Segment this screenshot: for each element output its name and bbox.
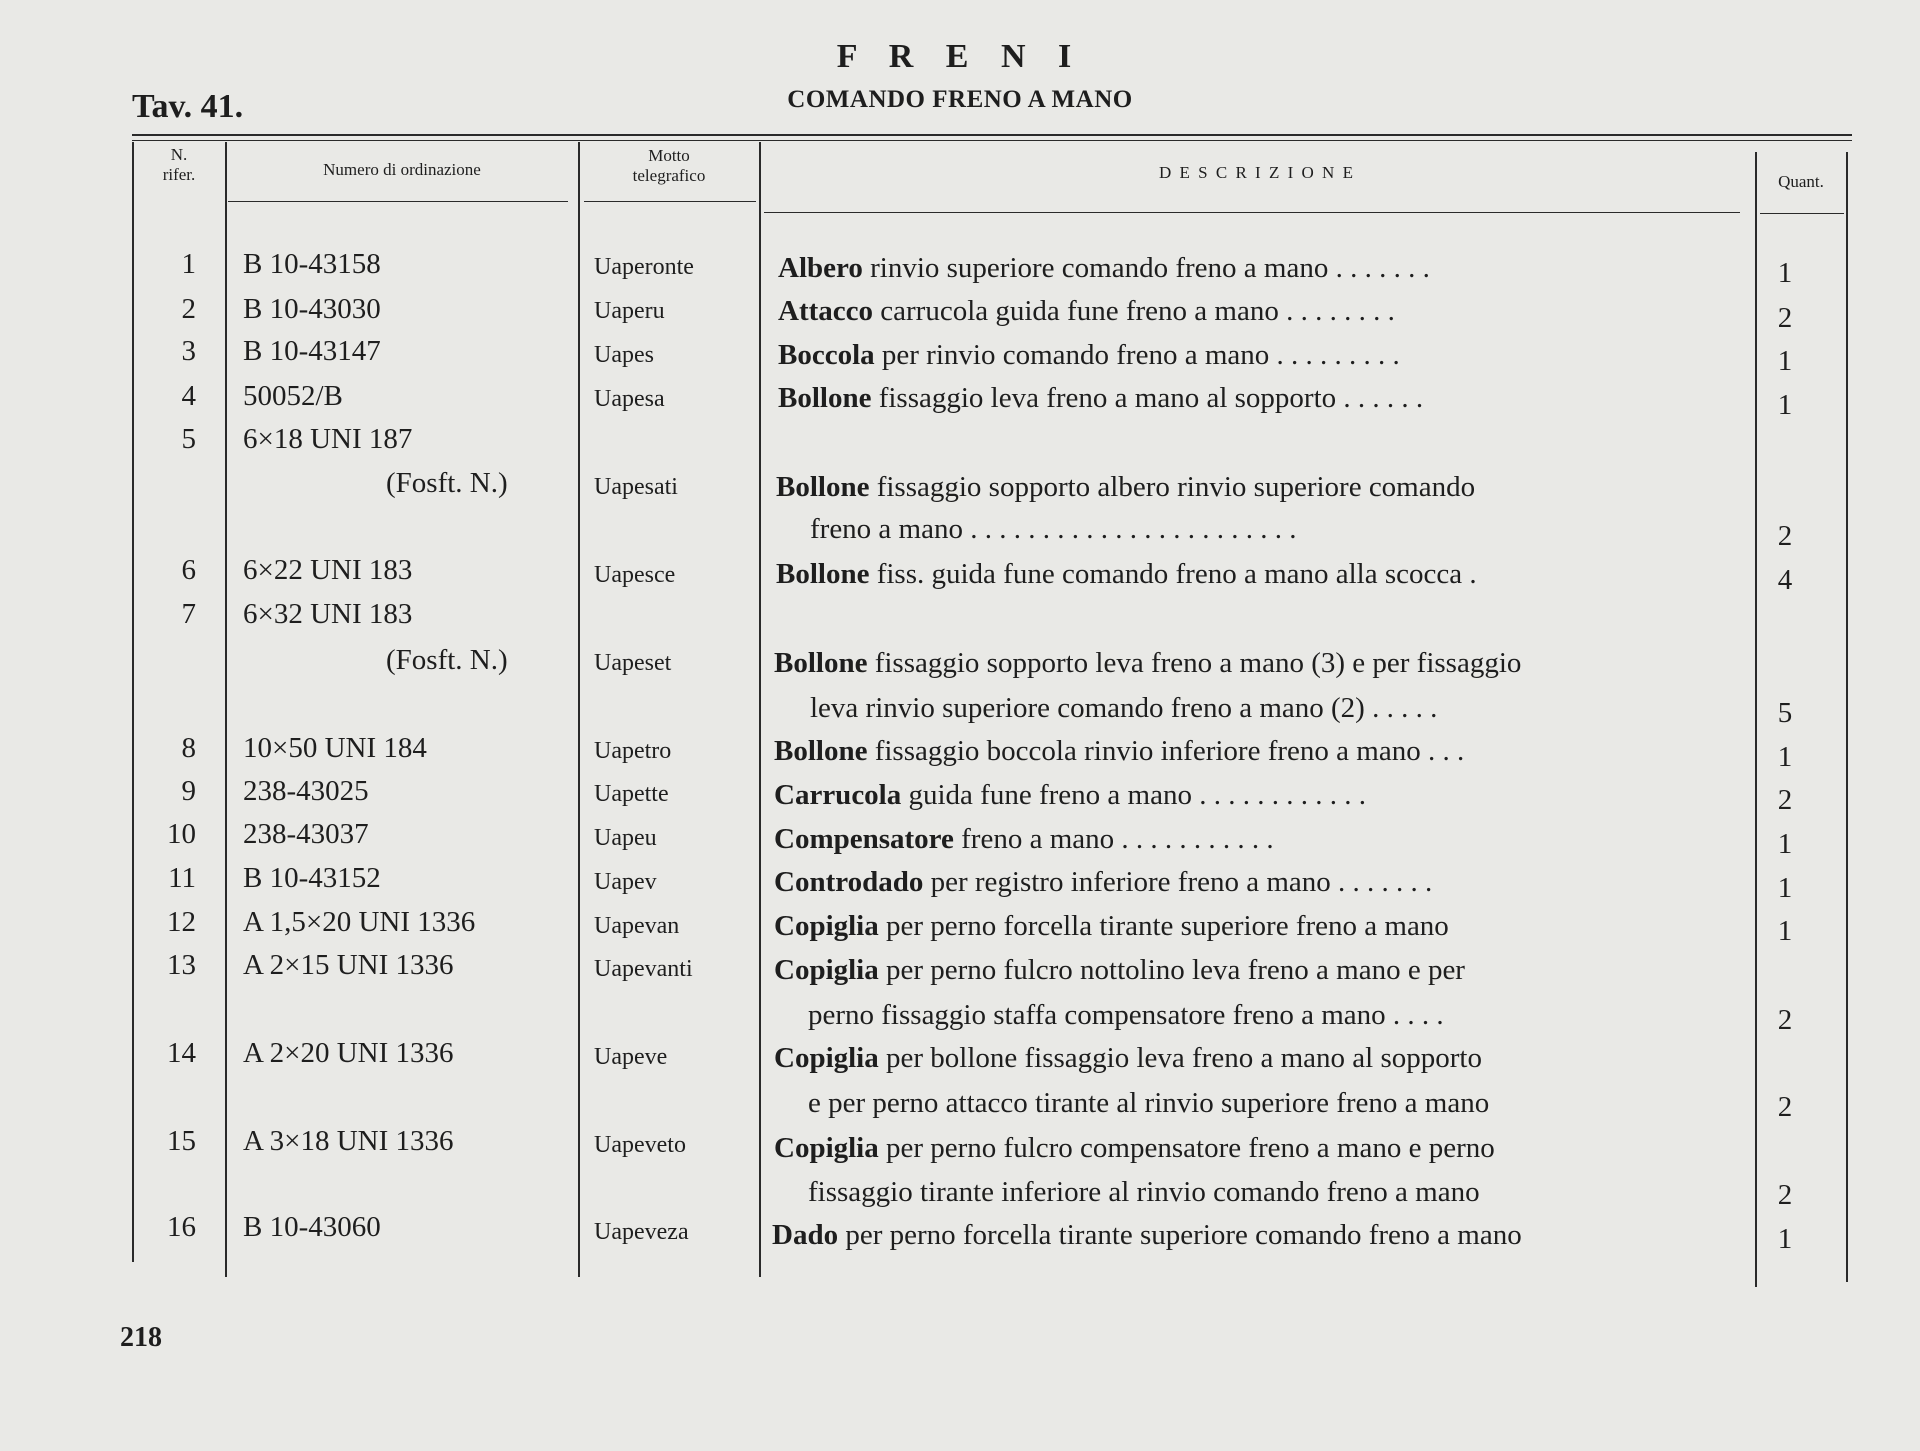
row-number: 12 bbox=[167, 906, 196, 938]
description: Copiglia per perno forcella tirante superiore freno a mano bbox=[774, 910, 1449, 942]
order-number: A 1,5×20 UNI 1336 bbox=[243, 906, 476, 938]
order-number: A 3×18 UNI 1336 bbox=[243, 1125, 454, 1157]
column-divider bbox=[132, 142, 134, 1262]
order-number: 238-43025 bbox=[243, 775, 369, 807]
telegraph-code: Uapesce bbox=[594, 562, 676, 588]
description-continued: fissaggio tirante inferiore al rinvio comando freno a mano bbox=[808, 1176, 1480, 1208]
column-header-ref: N. rifer. bbox=[162, 145, 196, 184]
order-number: 10×50 UNI 184 bbox=[243, 732, 427, 764]
telegraph-code: Uapesati bbox=[594, 474, 678, 500]
header-underline bbox=[764, 212, 1740, 213]
telegraph-code: Uapeveza bbox=[594, 1219, 689, 1245]
row-number: 8 bbox=[181, 732, 196, 764]
quantity: 1 bbox=[1777, 345, 1793, 377]
description: Carrucola guida fune freno a mano . . . . . . . . . . . . bbox=[774, 779, 1366, 811]
row-number: 11 bbox=[168, 862, 196, 894]
order-number: A 2×20 UNI 1336 bbox=[243, 1037, 454, 1069]
order-number: B 10-43152 bbox=[243, 862, 381, 894]
quantity: 1 bbox=[1777, 1223, 1793, 1255]
row-number: 2 bbox=[181, 293, 196, 325]
column-divider bbox=[1755, 152, 1757, 1287]
telegraph-code: Uapevanti bbox=[594, 956, 693, 982]
description-continued: e per perno attacco tirante al rinvio superiore freno a mano bbox=[808, 1087, 1490, 1119]
quantity: 2 bbox=[1777, 1179, 1793, 1211]
telegraph-code: Uapev bbox=[594, 869, 657, 895]
description-continued: perno fissaggio staffa compensatore freno a mano . . . . bbox=[808, 999, 1444, 1031]
quantity: 4 bbox=[1777, 564, 1793, 596]
description: Compensatore freno a mano . . . . . . . . . . . bbox=[774, 823, 1274, 855]
telegraph-code: Uapesa bbox=[594, 386, 665, 412]
page-number: 218 bbox=[120, 1322, 162, 1353]
row-number: 3 bbox=[181, 335, 196, 367]
quantity: 1 bbox=[1777, 389, 1793, 421]
description: Controdado per registro inferiore freno a mano . . . . . . . bbox=[774, 866, 1433, 898]
order-number: 6×18 UNI 187 bbox=[243, 423, 413, 455]
page-title: F R E N I bbox=[836, 38, 1084, 75]
order-number: 6×22 UNI 183 bbox=[243, 554, 413, 586]
description: Boccola per rinvio comando freno a mano . . . . . . . . . bbox=[778, 339, 1400, 371]
row-number: 1 bbox=[181, 248, 196, 280]
description: Copiglia per bollone fissaggio leva freno a mano al sopporto bbox=[774, 1042, 1482, 1074]
telegraph-code: Uaperonte bbox=[594, 254, 694, 280]
quantity: 1 bbox=[1777, 257, 1793, 289]
telegraph-code: Uapeset bbox=[594, 650, 672, 676]
order-number: B 10-43158 bbox=[243, 248, 381, 280]
order-number-note: (Fosft. N.) bbox=[386, 644, 508, 676]
quantity: 2 bbox=[1777, 1091, 1793, 1123]
description-continued: freno a mano . . . . . . . . . . . . . . . . . . . . . . . bbox=[810, 513, 1297, 545]
telegraph-code: Uaperu bbox=[594, 298, 665, 324]
telegraph-code: Uapette bbox=[594, 781, 669, 807]
plate-number: Tav. 41. bbox=[132, 88, 244, 125]
order-number-note: (Fosft. N.) bbox=[386, 467, 508, 499]
description: Bollone fissaggio boccola rinvio inferiore freno a mano . . . bbox=[774, 735, 1465, 767]
order-number: 238-43037 bbox=[243, 818, 369, 850]
quantity: 2 bbox=[1777, 520, 1793, 552]
column-header-quantity: Quant. bbox=[1778, 172, 1824, 191]
quantity: 2 bbox=[1777, 784, 1793, 816]
telegraph-code: Uapes bbox=[594, 342, 654, 368]
column-divider bbox=[1846, 152, 1848, 1282]
quantity: 1 bbox=[1777, 741, 1793, 773]
description: Albero rinvio superiore comando freno a mano . . . . . . . bbox=[778, 252, 1430, 284]
row-number: 10 bbox=[167, 818, 196, 850]
header-underline bbox=[584, 201, 756, 202]
description: Dado per perno forcella tirante superiore comando freno a mano bbox=[772, 1219, 1522, 1251]
description: Bollone fissaggio leva freno a mano al sopporto . . . . . . bbox=[778, 382, 1424, 414]
quantity: 1 bbox=[1777, 872, 1793, 904]
row-number: 16 bbox=[167, 1211, 196, 1243]
column-divider bbox=[225, 142, 227, 1277]
order-number: 50052/B bbox=[243, 380, 343, 412]
column-header-motto: Motto telegrafico bbox=[632, 146, 706, 185]
row-number: 5 bbox=[181, 423, 196, 455]
order-number: B 10-43060 bbox=[243, 1211, 381, 1243]
column-header-order: Numero di ordinazione bbox=[323, 160, 481, 179]
description: Bollone fissaggio sopporto albero rinvio superiore comando bbox=[776, 471, 1476, 503]
quantity: 1 bbox=[1777, 828, 1793, 860]
description: Copiglia per perno fulcro nottolino leva freno a mano e per bbox=[774, 954, 1465, 986]
description: Bollone fissaggio sopporto leva freno a mano (3) e per fissaggio bbox=[774, 647, 1522, 679]
order-number: B 10-43147 bbox=[243, 335, 381, 367]
telegraph-code: Uapeve bbox=[594, 1044, 668, 1070]
quantity: 5 bbox=[1777, 697, 1793, 729]
row-number: 9 bbox=[181, 775, 196, 807]
quantity: 1 bbox=[1777, 915, 1793, 947]
header-underline bbox=[228, 201, 568, 202]
telegraph-code: Uapeu bbox=[594, 825, 657, 851]
header-rule-bottom bbox=[132, 140, 1852, 141]
order-number: B 10-43030 bbox=[243, 293, 381, 325]
row-number: 4 bbox=[181, 380, 196, 412]
description: Bollone fiss. guida fune comando freno a mano alla scocca . bbox=[776, 558, 1477, 590]
row-number: 13 bbox=[167, 949, 196, 981]
row-number: 6 bbox=[181, 554, 196, 586]
quantity: 2 bbox=[1777, 1004, 1793, 1036]
column-header-description: D E S C R I Z I O N E bbox=[1159, 163, 1355, 182]
header-underline bbox=[1760, 213, 1844, 214]
row-number: 15 bbox=[167, 1125, 196, 1157]
header-rule-top bbox=[132, 134, 1852, 136]
telegraph-code: Uapevan bbox=[594, 913, 680, 939]
description-continued: leva rinvio superiore comando freno a mano (2) . . . . . bbox=[810, 692, 1438, 724]
order-number: A 2×15 UNI 1336 bbox=[243, 949, 454, 981]
column-divider bbox=[578, 142, 580, 1277]
description: Attacco carrucola guida fune freno a mano . . . . . . . . bbox=[778, 295, 1395, 327]
order-number: 6×32 UNI 183 bbox=[243, 598, 413, 630]
column-divider bbox=[759, 142, 761, 1277]
quantity: 2 bbox=[1777, 302, 1793, 334]
page-subtitle: COMANDO FRENO A MANO bbox=[787, 86, 1133, 113]
telegraph-code: Uapetro bbox=[594, 738, 672, 764]
telegraph-code: Uapeveto bbox=[594, 1132, 686, 1158]
description: Copiglia per perno fulcro compensatore freno a mano e perno bbox=[774, 1132, 1495, 1164]
row-number: 7 bbox=[181, 598, 196, 630]
row-number: 14 bbox=[167, 1037, 196, 1069]
